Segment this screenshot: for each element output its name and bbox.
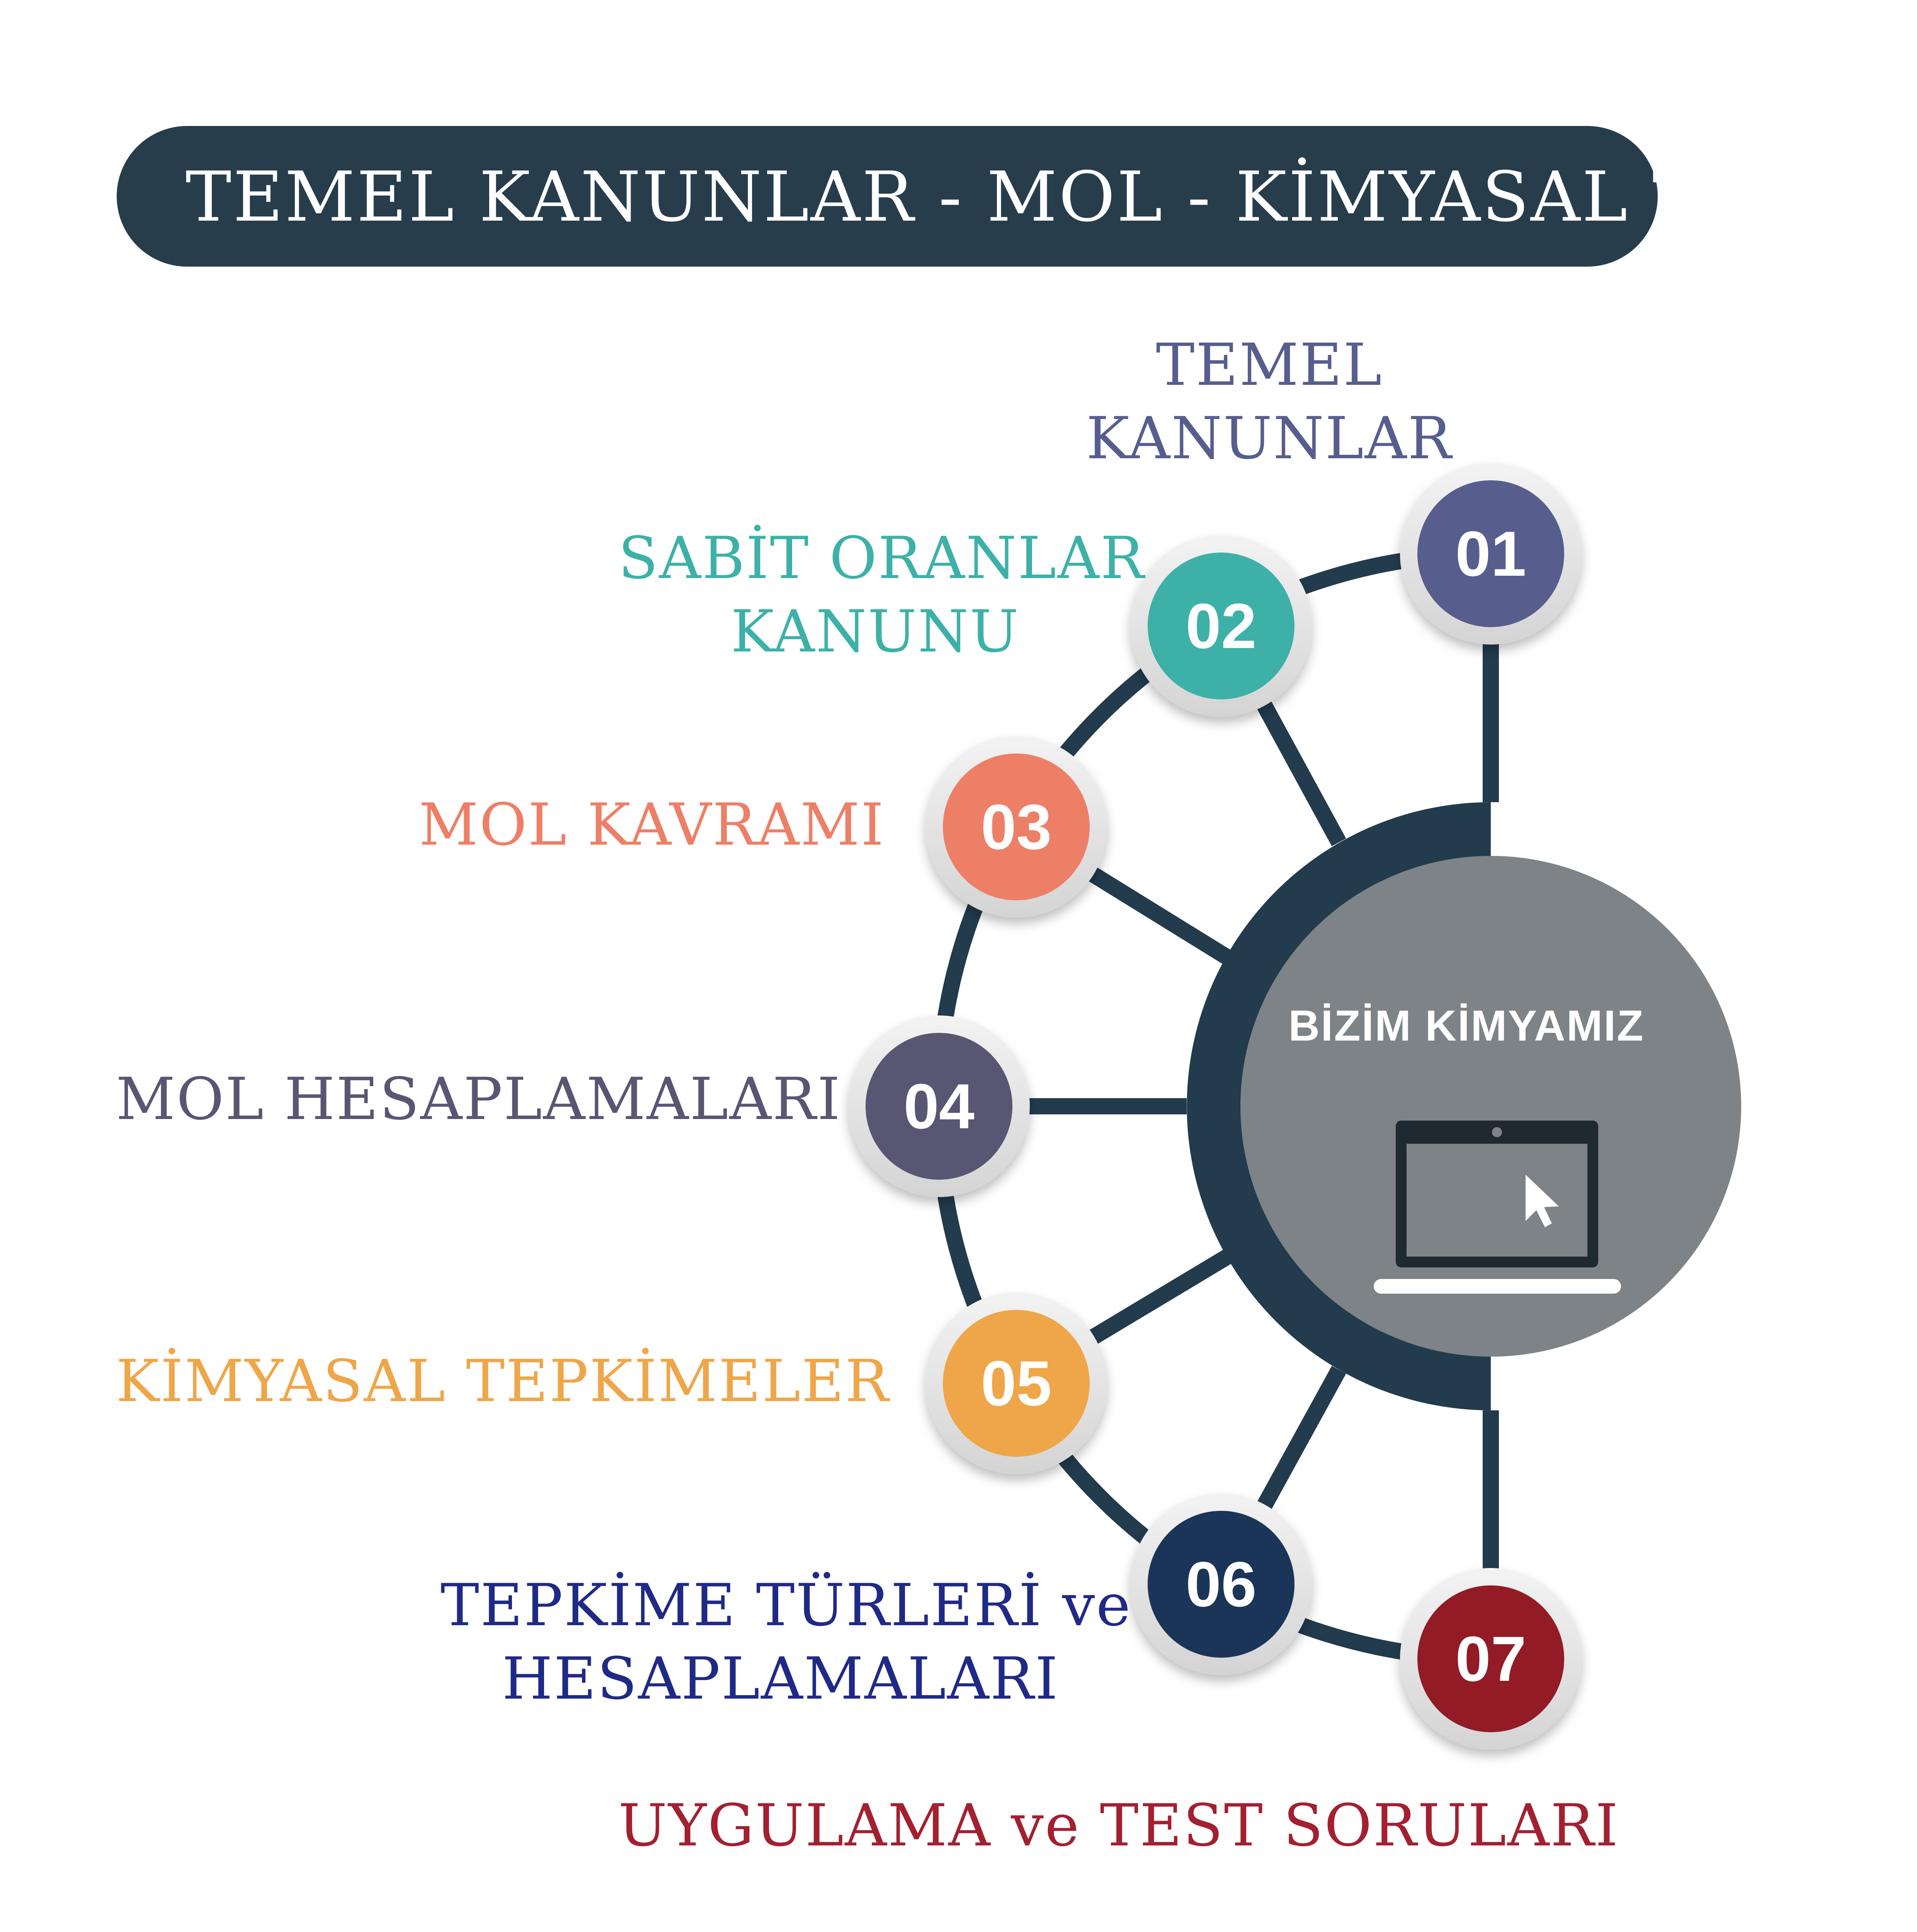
topic-number-02: 02 bbox=[1186, 590, 1257, 662]
topic-number-05: 05 bbox=[981, 1347, 1052, 1419]
topic-node-05 bbox=[925, 1293, 1107, 1474]
topic-label-04: MOL HESAPLAMALARI bbox=[116, 1066, 842, 1133]
topic-node-04 bbox=[848, 1015, 1030, 1197]
topic-number-06: 06 bbox=[1186, 1548, 1257, 1620]
topic-node-01 bbox=[1400, 463, 1582, 645]
topic-number-01: 01 bbox=[1455, 518, 1526, 589]
topic-node-02 bbox=[1130, 535, 1312, 717]
topic-label-07: UYGULAMA ve TEST SORULARI bbox=[618, 1792, 1619, 1859]
topic-label-03: MOL KAVRAMI bbox=[418, 791, 885, 859]
hub-title: BİZİM KİMYAMIZ bbox=[1288, 1002, 1645, 1050]
topic-number-03: 03 bbox=[981, 791, 1052, 862]
page-title: TEMEL KANUNLAR - MOL - KİMYASAL TEP. bbox=[185, 157, 1809, 237]
topic-node-07 bbox=[1400, 1568, 1582, 1750]
topic-label-01: TEMEL KANUNLAR bbox=[1086, 332, 1453, 472]
topic-label-06: TEPKİME TÜRLERİ ve HESAPLAMALARI bbox=[441, 1572, 1132, 1713]
topic-label-05: KİMYASAL TEPKİMELER bbox=[116, 1348, 890, 1415]
topic-number-07: 07 bbox=[1455, 1623, 1526, 1694]
topic-node-03 bbox=[925, 736, 1107, 918]
topic-label-02: SABİT ORANLAR KANUNU bbox=[618, 525, 1145, 665]
topic-number-04: 04 bbox=[903, 1070, 975, 1142]
topic-node-06 bbox=[1130, 1493, 1312, 1675]
